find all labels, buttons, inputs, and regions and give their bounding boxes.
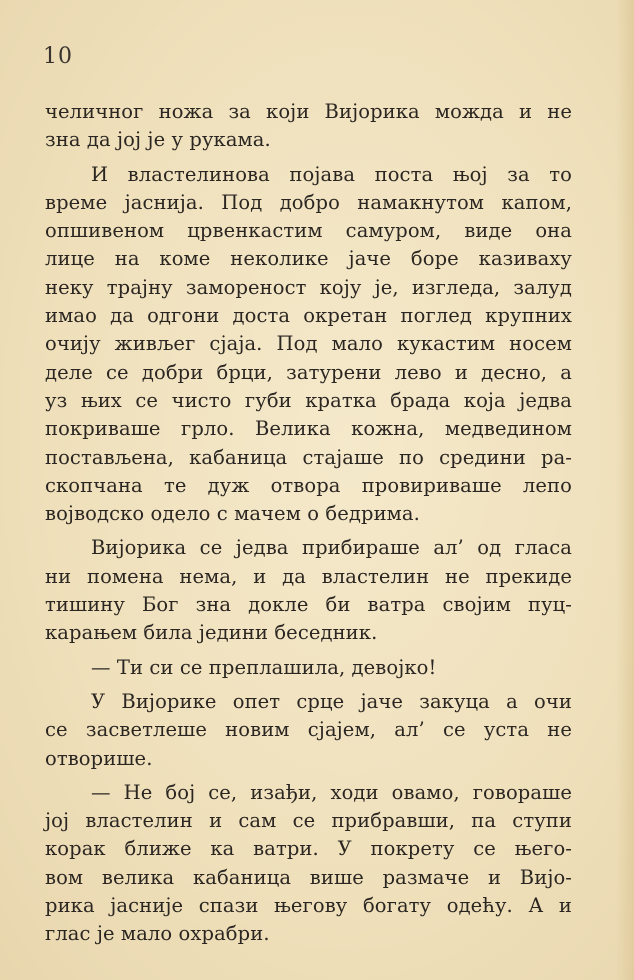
text-line: се засветлеше новим сјајем, ал’ се уста не [45, 718, 572, 742]
text-line: постављена, кабаница стајаше по средини ра- [45, 445, 572, 469]
text-line: имао да одгони доста окретан поглед крупних [45, 304, 572, 328]
paragraph [45, 779, 572, 949]
text-line: неку трајну замореност коју је, изгледа, залуд [45, 275, 572, 299]
text-line: вом велика кабаница више размаче и Вијо- [45, 865, 572, 889]
text-line: У Вијорике опет срце јаче закуца а очи [91, 689, 572, 713]
body-text [45, 98, 572, 949]
paragraph [45, 161, 572, 529]
text-line: отворише. [45, 746, 153, 770]
text-line: Вијорика се једва прибираше ал’ од гласа [91, 536, 572, 560]
text-line: јој властелин и сам се прибравши, па ступи [45, 809, 572, 833]
text-line: И властелинова појава поста њој за то [91, 162, 572, 186]
text-line: деле се добри брци, затурени лево и десно, а [45, 360, 572, 384]
text-line: — Ти си се преплашила, девојко! [91, 655, 437, 679]
text-line: покриваше грло. Велика кожна, медведином [45, 417, 572, 441]
text-line: време јаснија. Под добро намакнутом капом, [45, 190, 572, 214]
paragraph [45, 98, 572, 155]
paragraph [45, 534, 572, 647]
text-line: лице на коме неколике јаче боре казиваху [45, 247, 572, 271]
paragraph [45, 654, 572, 682]
text-line: рика јасније спази његову богату одећу. А и [45, 894, 572, 918]
page-edge-shadow [616, 0, 634, 980]
text-line: челичног ножа за који Вијорика можда и не [45, 100, 572, 123]
text-line: очију живљег сјаја. Под мало кукастим носем [45, 332, 572, 356]
text-line: корак ближе ка ватри. У покрету се њего- [45, 837, 572, 861]
text-line: тишину Бог зна докле би ватра својим пуц- [45, 593, 572, 617]
text-line: глас је мало охрабри. [45, 922, 270, 946]
text-line: карањем била једини беседник. [45, 621, 378, 645]
text-line: зна да јој је у рукама. [45, 128, 271, 152]
text-line: — Не бој се, изађи, ходи овамо, говораше [91, 780, 572, 804]
text-line: скопчана те дуж отвора провириваше лепо [45, 473, 572, 497]
paragraph [45, 688, 572, 773]
text-line: ни помена нема, и да властелин не прекиде [45, 564, 572, 588]
text-line: војводско одело с мачем о бедрима. [45, 502, 420, 526]
page-number: 10 [43, 44, 73, 69]
text-line: опшивеном црвенкастим самуром, виде она [45, 219, 572, 243]
text-line: уз њих се чисто губи кратка брада која једва [45, 388, 572, 412]
